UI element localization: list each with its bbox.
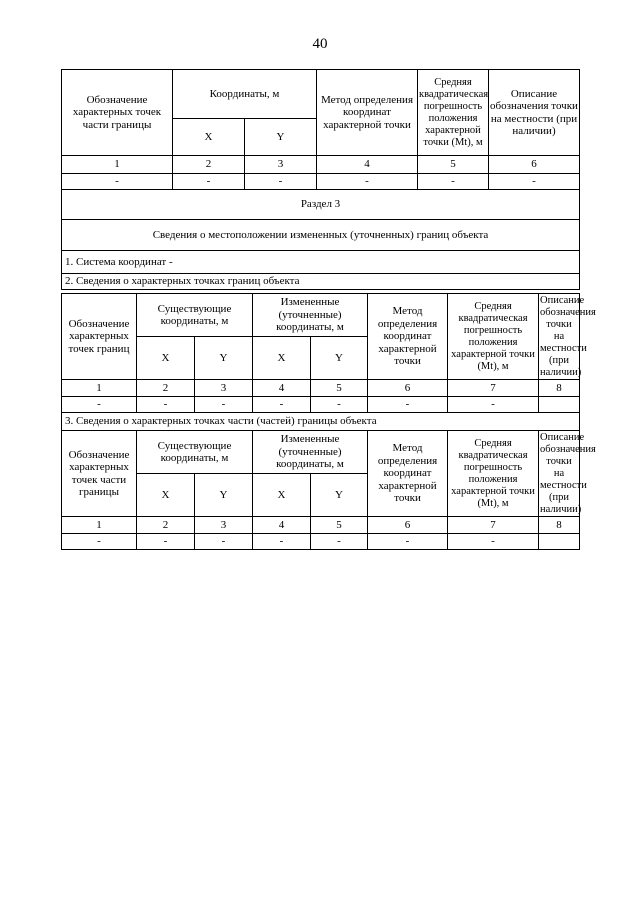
table-cell: 6 [368, 380, 448, 397]
header-y: Y [311, 474, 368, 517]
table-cell: 3 [245, 156, 317, 174]
table-cell: 7 [448, 517, 539, 534]
section-heading-row [62, 220, 580, 251]
table-cell: 7 [448, 380, 539, 397]
table-cell: 5 [311, 517, 368, 534]
header-x: X [137, 337, 195, 380]
subsection-3-title: 3. Сведения о характерных точках части (частей) границы объекта [62, 413, 580, 431]
table-cell: - [62, 534, 137, 550]
coord-system-row [62, 251, 580, 274]
table-cell: - [62, 397, 137, 413]
header-y: Y [195, 337, 253, 380]
table-cell: 2 [137, 517, 195, 534]
header-existing-coordinates: Существующие координаты, м [137, 431, 253, 474]
header-x: X [253, 337, 311, 380]
header-y: Y [195, 474, 253, 517]
subsection-row [62, 413, 580, 431]
table-cell: 2 [137, 380, 195, 397]
table-cell: - [195, 534, 253, 550]
table-cell: - [368, 534, 448, 550]
table-cell: 5 [418, 156, 489, 174]
header-method: Метод определения координат характерной точки [317, 70, 418, 156]
table-cell: 3 [195, 517, 253, 534]
table-cell: - [311, 397, 368, 413]
table-header-row [62, 294, 580, 337]
table-cell: - [195, 397, 253, 413]
section-heading: Сведения о местоположении измененных (уточненных) границ объекта [62, 220, 580, 251]
table-boundary-points [61, 293, 596, 550]
table-cell: 5 [311, 380, 368, 397]
header-method: Метод определения координат характерной точки [368, 294, 448, 380]
table-cell: 8 [539, 517, 580, 534]
section-title-row [62, 190, 580, 220]
table-cell: 2 [173, 156, 245, 174]
header-description: Описание обозначения точки на местности (при наличии) [540, 431, 596, 515]
subsection-2-title: 2. Сведения о характерных точках границ объекта [62, 274, 580, 290]
header-x: X [173, 119, 245, 156]
table-row [62, 534, 580, 550]
table-cell: - [311, 534, 368, 550]
header-x: X [253, 474, 311, 517]
table-header-row [62, 70, 580, 119]
table-cell: 3 [195, 380, 253, 397]
header-designation: Обозначение характерных точек границ [62, 294, 137, 380]
table-cell: - [62, 174, 173, 190]
header-designation: Обозначение характерных точек части границы [62, 431, 137, 517]
table-cell: 6 [368, 517, 448, 534]
table-row [62, 174, 580, 190]
table-cell: - [173, 174, 245, 190]
header-changed-coordinates: Измененные (уточненные) координаты, м [253, 431, 368, 474]
header-method: Метод определения координат характерной точки [368, 431, 448, 517]
section-title: Раздел 3 [62, 190, 580, 220]
table-cell: - [245, 174, 317, 190]
header-designation: Обозначение характерных точек части границы [62, 70, 173, 156]
table-row [62, 380, 580, 397]
table-cell: - [448, 397, 539, 413]
table-cell: - [368, 397, 448, 413]
table-cell: - [489, 174, 580, 190]
header-description: Описание обозначения точки на местности (при наличии) [540, 294, 596, 378]
header-y: Y [245, 119, 317, 156]
table-cell: 4 [253, 517, 311, 534]
header-description: Описание обозначения точки на местности (при наличии) [489, 70, 580, 156]
table-cell: 1 [62, 380, 137, 397]
table-cell: 1 [62, 517, 137, 534]
table-cell: 6 [489, 156, 580, 174]
table-cell [539, 397, 580, 413]
header-error: Средняя квадратическая погрешность положения характерной точки (Mt), м [418, 70, 489, 156]
table-cell: 4 [253, 380, 311, 397]
coord-system: 1. Система координат - [62, 251, 580, 274]
table-part-boundary-points [61, 69, 580, 290]
page-number: 40 [312, 36, 328, 52]
table-cell: - [418, 174, 489, 190]
table-header-row [62, 431, 580, 474]
table-cell: 8 [539, 380, 580, 397]
header-coordinates: Координаты, м [173, 70, 317, 119]
table-cell: 4 [317, 156, 418, 174]
subsection-row [62, 274, 580, 290]
table-cell: - [137, 534, 195, 550]
header-error: Средняя квадратическая погрешность положения характерной точки (Mt), м [448, 294, 539, 380]
table-cell [539, 534, 580, 550]
table-row [62, 156, 580, 174]
table-cell: - [253, 397, 311, 413]
table-cell: - [448, 534, 539, 550]
header-error: Средняя квадратическая погрешность положения характерной точки (Mt), м [448, 431, 539, 517]
header-y: Y [311, 337, 368, 380]
header-x: X [137, 474, 195, 517]
header-changed-coordinates: Измененные (уточненные) координаты, м [253, 294, 368, 337]
header-existing-coordinates: Существующие координаты, м [137, 294, 253, 337]
table-row [62, 517, 580, 534]
table-cell: 1 [62, 156, 173, 174]
table-cell: - [253, 534, 311, 550]
table-row [62, 397, 580, 413]
table-cell: - [317, 174, 418, 190]
table-cell: - [137, 397, 195, 413]
